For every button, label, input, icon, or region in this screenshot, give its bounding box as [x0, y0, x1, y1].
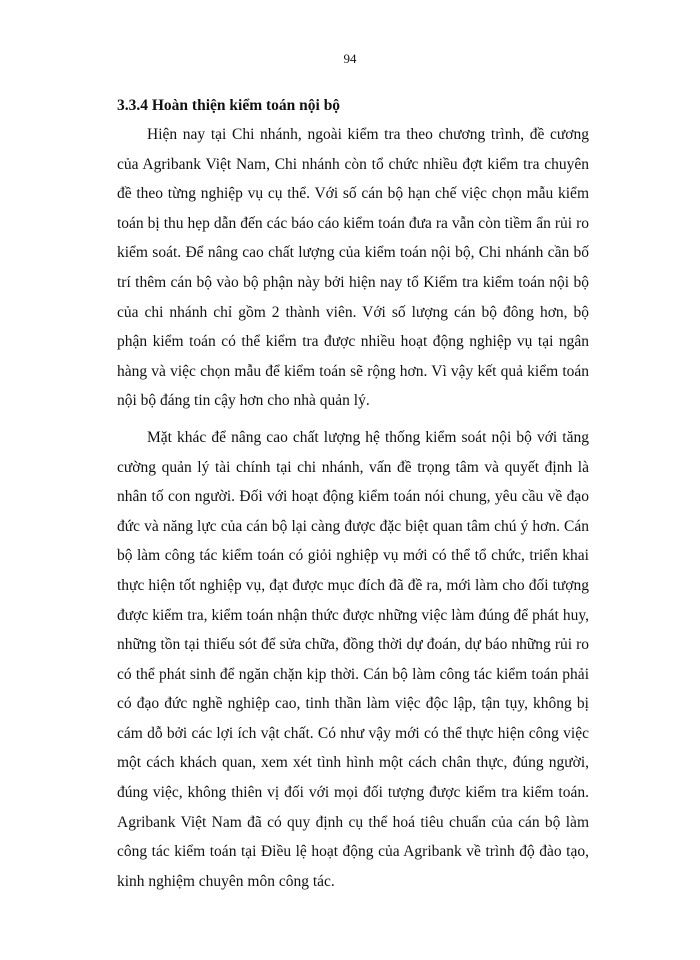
document-body — [117, 94, 589, 896]
body-paragraph-1: Hiện nay tại Chi nhánh, ngoài kiểm tra theo chương trình, đề cương của Agribank Việt Nam, Chi nhánh còn tổ chức nhiều đợt kiểm tra chuyên đề theo từng nghiệp vụ cụ thể. Với số cán bộ hạn chế việc chọn mẫu kiểm toán bị thu hẹp dẫn đến các báo cáo kiểm toán đưa ra vẫn còn tiềm ẩn rủi ro kiểm soát. Để nâng cao chất lượng của kiểm toán nội bộ, Chi nhánh cần bố trí thêm cán bộ vào bộ phận này bởi hiện nay tổ Kiểm tra kiểm toán nội bộ của chi nhánh chỉ gồm 2 thành viên. Với số lượng cán bộ đông hơn, bộ phận kiểm toán có thể kiểm tra được nhiều hoạt động nghiệp vụ tại ngân hàng và việc chọn mẫu để kiểm toán sẽ rộng hơn. Vì vậy kết quả kiểm toán nội bộ đáng tin cậy hơn cho nhà quản lý. — [117, 126, 589, 410]
section-heading: 3.3.4 Hoàn thiện kiểm toán nội bộ — [117, 97, 341, 114]
page-number: 94 — [343, 51, 357, 66]
body-paragraph-2: Mặt khác để nâng cao chất lượng hệ thống kiểm soát nội bộ với tăng cường quản lý tài chính tại chi nhánh, vấn đề trọng tâm và quyết định là nhân tố con người. Đối với hoạt động kiểm toán nói chung, yêu cầu về đạo đức và năng lực của cán bộ lại càng được đặc biệt quan tâm chú ý hơn. Cán bộ làm công tác kiểm toán có giỏi nghiệp vụ mới có thể tổ chức, triển khai thực hiện tốt nghiệp vụ, đạt được mục đích đã đề ra, mới làm cho đối tượng được kiểm tra, kiểm toán nhận thức được những việc làm đúng để phát huy, những tồn tại thiếu sót để sửa chữa, đồng thời dự đoán, dự báo những rủi ro có thể phát sinh để ngăn chặn kịp thời. Cán bộ làm công tác kiểm toán phải có đạo đức nghề nghiệp cao, tinh thần làm việc độc lập, tận tụy, không bị cám dỗ bởi các lợi ích vật chất. Có như vậy mới có thể thực hiện công việc một cách khách quan, xem xét tình hình một cách chân thực, đúng người, đúng việc, không thiên vị đối với mọi đối tượng được kiểm tra kiểm toán. Agribank Việt Nam đã có quy định cụ thể hoá tiêu chuẩn của cán bộ làm công tác kiểm toán tại Điều lệ hoạt động của Agribank về trình độ đào tạo, kinh nghiệm chuyên môn công tác. — [117, 428, 589, 890]
